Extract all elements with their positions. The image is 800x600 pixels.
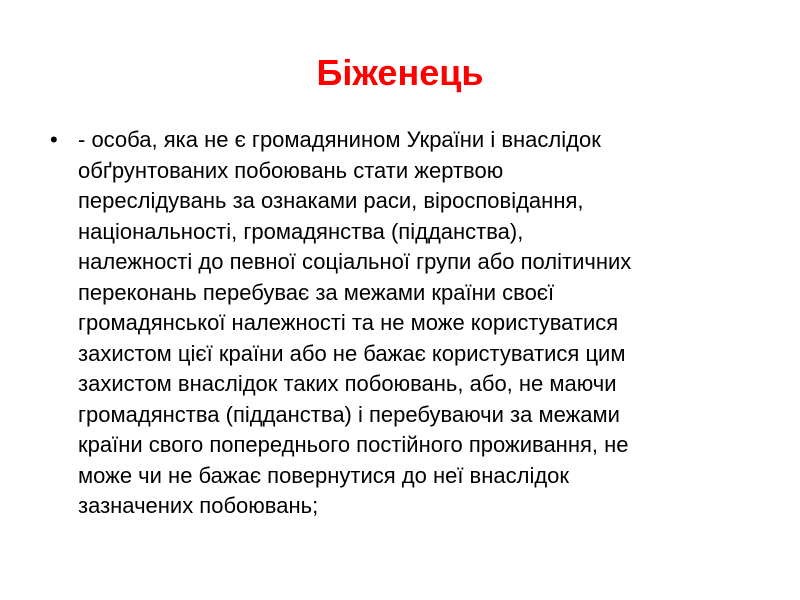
bullet-item <box>45 125 745 522</box>
slide-content <box>45 125 745 522</box>
bullet-dot-icon: • <box>50 127 58 152</box>
slide-title: Біженець <box>316 52 484 93</box>
bullet-text: - особа, яка не є громадянином України і внаслідок обґрунтованих побоювань стати жертвою переслідувань за ознаками раси, віросповідання, національності, громадянства (підданства), належності до певної соціальної групи або політичних переконань перебуває за межами країни своєї громадянської належності та не може користуватися захистом цієї країни або не бажає користуватися цим захистом внаслідок таких побоювань, або, не маючи громадянства (підданства) і перебуваючи за межами країни свого попереднього постійного проживання, не може чи не бажає повернутися до неї внаслідок зазначених побоювань; <box>78 127 632 518</box>
